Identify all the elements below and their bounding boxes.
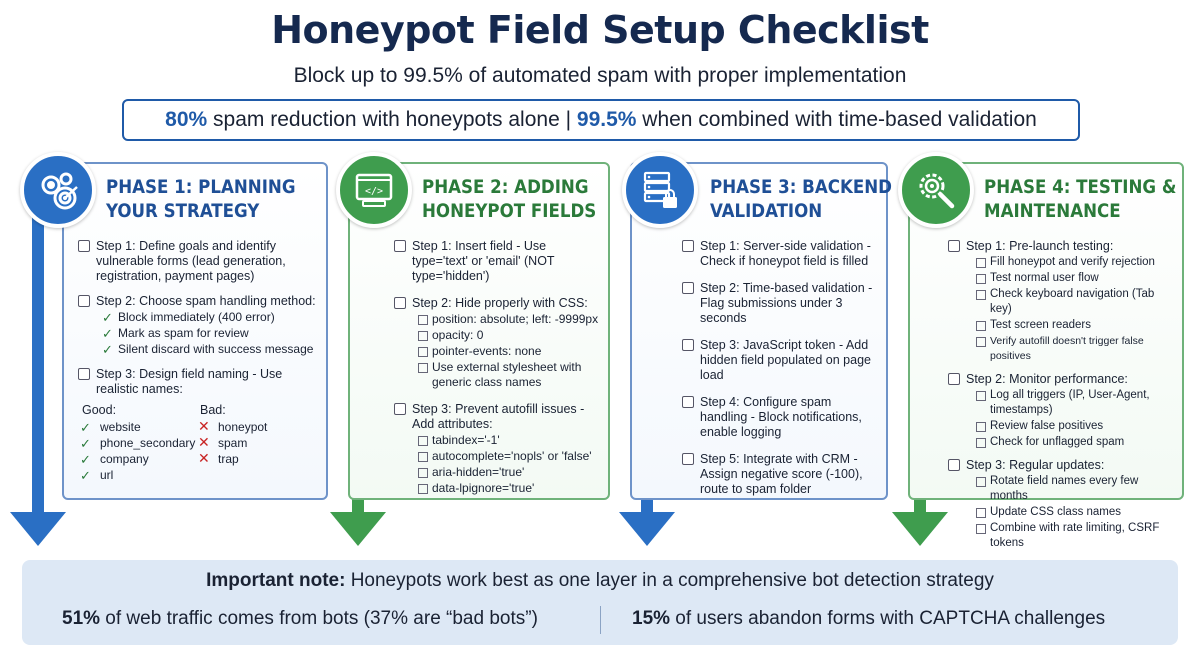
list-item: position: absolute; left: -9999px [418, 312, 600, 327]
checklist-step: Step 3: Regular updates: Rotate field names every few months Update CSS class names Combine with rate limiting, CSRF tokens [948, 458, 1176, 551]
checkbox[interactable] [682, 453, 694, 465]
svg-text:</>: </> [364, 186, 384, 197]
checklist-step: Step 2: Choose spam handling method: ✓ Block immediately (400 error) ✓ Mark as spam for review ✓ Silent discard with success message [78, 294, 318, 357]
important-note: Important note: Honeypots work best as one layer in a comprehensive bot detection strategy [206, 570, 994, 591]
list-item: aria-hidden='true' [418, 465, 600, 480]
phase-2-title: PHASE 2: ADDING HONEYPOT FIELDS [422, 177, 597, 222]
stat-combined-value: 99.5% [576, 108, 637, 131]
check-icon: ✓ [102, 310, 113, 325]
checklist-step: Step 2: Monitor performance: Log all triggers (IP, User-Agent, timestamps) Review false positives Check for unflagged spam [948, 372, 1176, 450]
checklist-step: Step 3: Design field naming - Use realistic names: Good: ✓ website ✓ phone_secondary ✓ company ✓ url Bad: ✕ honeypot ✕ spam ✕ trap [78, 367, 318, 483]
checkbox[interactable] [948, 459, 960, 471]
check-icon: ✓ [102, 326, 113, 341]
checkbox[interactable] [394, 297, 406, 309]
phase-4-title: PHASE 4: TESTING & MAINTENANCE [984, 177, 1177, 222]
list-item: ✓ Mark as spam for review [102, 326, 249, 341]
cross-icon: ✕ [198, 450, 210, 466]
footer-panel [22, 560, 1178, 645]
checklist-step: Step 3: JavaScript token - Add hidden field populated on page load [682, 338, 878, 383]
checkbox[interactable] [394, 240, 406, 252]
list-item: Check keyboard navigation (Tab key) [976, 287, 1176, 317]
phase-3-title: PHASE 3: BACKEND VALIDATION [710, 177, 892, 222]
list-item: Use external stylesheet with generic class names [418, 360, 600, 390]
list-item: ✓ Block immediately (400 error) [102, 310, 275, 325]
footer-divider [600, 606, 601, 634]
good-names-column: Good: ✓ website ✓ phone_secondary ✓ company ✓ url [82, 403, 200, 483]
phase-3-steps [682, 239, 878, 507]
list-item: Rotate field names every few months [976, 474, 1176, 504]
phase-1-steps [78, 239, 318, 493]
cross-icon: ✕ [198, 434, 210, 450]
checkbox[interactable] [78, 368, 90, 380]
check-icon: ✓ [80, 468, 91, 483]
stats-bar [122, 99, 1080, 141]
gear-magnifier-icon [912, 166, 960, 214]
phase-2-steps [394, 239, 600, 506]
checkbox[interactable] [682, 339, 694, 351]
server-lock-icon [637, 167, 683, 213]
code-window-icon [351, 167, 397, 213]
list-item: Check for unflagged spam [976, 435, 1176, 450]
checkbox[interactable] [682, 240, 694, 252]
stat-honeypot-alone-value: 80% [165, 108, 208, 131]
checkbox[interactable] [948, 373, 960, 385]
list-item: data-lpignore='true' [418, 481, 600, 496]
cross-icon: ✕ [198, 418, 210, 434]
bot-traffic-stat: 51% of web traffic comes from bots (37% are “bad bots”) [62, 608, 538, 629]
check-icon: ✓ [80, 452, 91, 467]
list-item: ✕ spam [198, 434, 248, 450]
list-item: Verify autofill doesn't trigger false positives [976, 334, 1176, 364]
phase-4-steps [948, 239, 1176, 561]
list-item: ✓ company [80, 452, 149, 467]
phase-2-badge [336, 152, 412, 228]
list-item: ✕ honeypot [198, 418, 268, 434]
page-title: Honeypot Field Setup Checklist [271, 8, 929, 52]
check-icon: ✓ [80, 436, 91, 451]
stat-honeypot-alone-text: spam reduction with honeypots alone | [207, 108, 577, 131]
checklist-step: Step 4: Configure spam handling - Block notifications, enable logging [682, 395, 878, 440]
list-item: ✓ url [80, 468, 114, 483]
list-item: pointer-events: none [418, 344, 600, 359]
checkbox[interactable] [682, 282, 694, 294]
list-item: ✓ Silent discard with success message [102, 342, 314, 357]
gears-target-icon [33, 165, 83, 215]
list-item: Review false positives [976, 419, 1176, 434]
list-item: Log all triggers (IP, User-Agent, timestamps) [976, 388, 1176, 418]
list-item: Update CSS class names [976, 505, 1176, 520]
page-subtitle: Block up to 99.5% of automated spam with proper implementation [293, 64, 907, 87]
list-item: ✕ trap [198, 450, 239, 466]
phase-1-badge [20, 152, 96, 228]
checklist-step: Step 1: Server-side validation - Check if honeypot field is filled [682, 239, 878, 269]
checkbox[interactable] [78, 240, 90, 252]
list-item: tabindex='-1' [418, 433, 600, 448]
checklist-step: Step 2: Time-based validation - Flag submissions under 3 seconds [682, 281, 878, 326]
checklist-step: Step 2: Hide properly with CSS: position: absolute; left: -9999px opacity: 0 pointer-events: none Use external stylesheet with generic class names [394, 296, 600, 390]
list-item: Test normal user flow [976, 271, 1176, 286]
field-naming-examples [78, 403, 318, 483]
checklist-step: Step 5: Integrate with CRM - Assign negative score (-100), route to spam folder [682, 452, 878, 497]
phase-3-badge [622, 152, 698, 228]
checklist-step: Step 1: Insert field - Use type='text' or 'email' (NOT type='hidden') [394, 239, 600, 284]
checklist-step: Step 1: Pre-launch testing: Fill honeypot and verify rejection Test normal user flow Check keyboard navigation (Tab key) Test screen readers Verify autofill doesn't trigger false positives [948, 239, 1176, 364]
phase-1-arrow [10, 200, 66, 545]
list-item: Fill honeypot and verify rejection [976, 255, 1176, 270]
list-item: autocomplete='nopls' or 'false' [418, 449, 600, 464]
bad-names-column: Bad: ✕ honeypot ✕ spam ✕ trap [200, 403, 318, 483]
list-item: ✓ website [80, 420, 141, 435]
phase-4-badge [898, 152, 974, 228]
checkbox[interactable] [394, 403, 406, 415]
list-item: opacity: 0 [418, 328, 600, 343]
captcha-abandon-stat: 15% of users abandon forms with CAPTCHA challenges [632, 608, 1106, 629]
check-icon: ✓ [80, 420, 91, 435]
checkbox[interactable] [948, 240, 960, 252]
checkbox[interactable] [682, 396, 694, 408]
checklist-step: Step 1: Define goals and identify vulnerable forms (lead generation, registration, payment pages) [78, 239, 318, 284]
list-item: Test screen readers [976, 318, 1176, 333]
check-icon: ✓ [102, 342, 113, 357]
phase-1-title: PHASE 1: PLANNING YOUR STRATEGY [106, 177, 296, 222]
checkbox[interactable] [78, 295, 90, 307]
list-item: ✓ phone_secondary [80, 436, 196, 451]
stat-combined-text: when combined with time-based validation [636, 108, 1037, 131]
list-item: Combine with rate limiting, CSRF tokens [976, 521, 1176, 551]
checklist-step: Step 3: Prevent autofill issues - Add attributes: tabindex='-1' autocomplete='nopls' or 'false' aria-hidden='true' data-lpignore='true' [394, 402, 600, 496]
